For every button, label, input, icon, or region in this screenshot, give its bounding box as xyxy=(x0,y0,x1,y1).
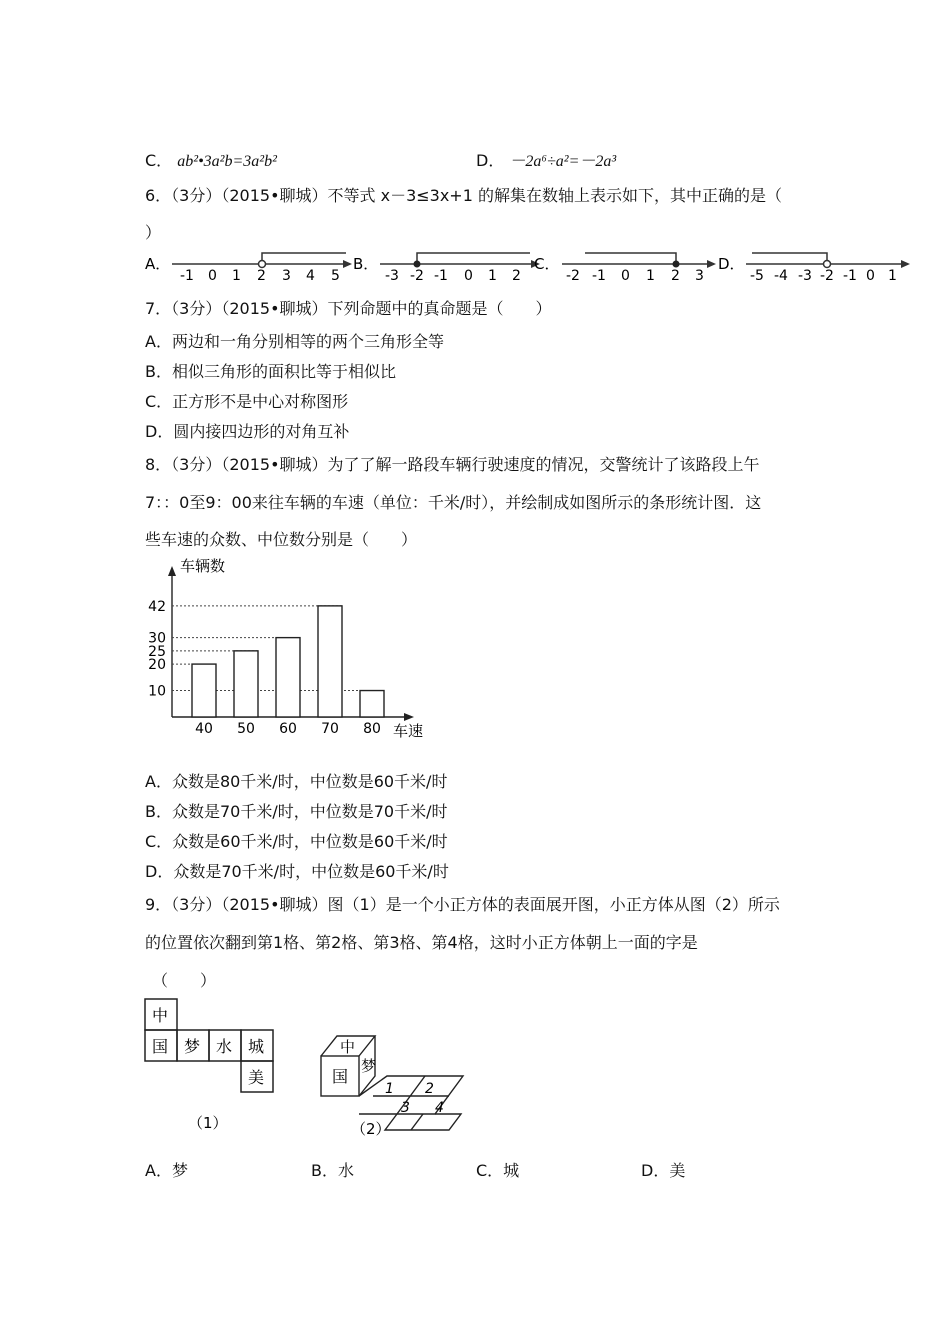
svg-text:-1: -1 xyxy=(434,268,448,284)
net-cell-meng: 梦 xyxy=(184,1037,201,1056)
svg-text:-1: -1 xyxy=(843,268,857,284)
q7-option-d: D．圆内接四边形的对角互补 xyxy=(145,422,350,441)
q6-option-a-label: A． xyxy=(145,255,171,273)
q6-stem: 6．（3分）（2015•聊城）不等式 x－3≤3x+1 的解集在数轴上表示如下，其中正确的是（ xyxy=(145,186,782,205)
svg-text:-5: -5 xyxy=(750,268,764,284)
q6-stem-end: ） xyxy=(145,223,162,242)
svg-text:0: 0 xyxy=(866,268,875,284)
bar-50 xyxy=(234,651,258,717)
x-tick-70: 70 xyxy=(321,721,339,737)
q5-option-d: D． －2a⁶÷a²=－2a³ xyxy=(476,151,617,170)
q8-option-a: A．众数是80千米/时，中位数是60千米/时 xyxy=(145,772,448,791)
x-tick-60: 60 xyxy=(279,721,297,737)
svg-text:2: 2 xyxy=(257,268,266,284)
grid-number-1: 1 xyxy=(385,1081,394,1097)
q8-stem-line-1: 8．（3分）（2015•聊城）为了了解一路段车辆行驶速度的情况，交警统计了该路段上午 xyxy=(145,455,760,474)
q5-option-c-expr: ab²•3a²b=3a²b² xyxy=(177,153,277,170)
svg-text:-3: -3 xyxy=(798,268,812,284)
svg-text:1: 1 xyxy=(888,268,897,284)
svg-text:-4: -4 xyxy=(774,268,788,284)
q7-option-b: B．相似三角形的面积比等于相似比 xyxy=(145,362,396,381)
svg-text:-1: -1 xyxy=(592,268,606,284)
closed-point xyxy=(414,261,421,268)
q9-option-b: B．水 xyxy=(311,1161,354,1180)
bar-40 xyxy=(192,664,216,717)
q9-option-c: C．城 xyxy=(476,1161,520,1180)
q6-number-line-d xyxy=(746,253,910,284)
svg-text:3: 3 xyxy=(282,268,291,284)
q6-option-b-label: B． xyxy=(353,255,379,273)
q8-option-b: B．众数是70千米/时，中位数是70千米/时 xyxy=(145,802,448,821)
svg-text:1: 1 xyxy=(232,268,241,284)
q9-stem-line-2: 的位置依次翻到第1格、第2格、第3格、第4格，这时小正方体朝上一面的字是 xyxy=(145,933,698,952)
svg-text:1: 1 xyxy=(488,268,497,284)
chart-xlabel: 车速 xyxy=(393,722,424,740)
x-axis-arrow xyxy=(404,713,414,721)
grid-number-2: 2 xyxy=(425,1081,434,1097)
q9-option-a: A．梦 xyxy=(145,1161,188,1180)
chart-ylabel: 车辆数 xyxy=(180,557,226,575)
grid-number-3: 3 xyxy=(401,1100,410,1116)
svg-text:2: 2 xyxy=(671,268,680,284)
figure-1-caption: （1） xyxy=(188,1114,228,1132)
q9-option-d: D．美 xyxy=(641,1161,686,1180)
net-cell-zhong: 中 xyxy=(152,1006,169,1025)
q8-bar-chart xyxy=(140,552,440,747)
q8-option-c: C．众数是60千米/时，中位数是60千米/时 xyxy=(145,832,448,851)
open-point xyxy=(259,261,266,268)
q7-option-a: A．两边和一角分别相等的两个三角形全等 xyxy=(145,332,444,351)
q9-figure-1-cube-net xyxy=(140,995,290,1140)
q6-option-d-label: D． xyxy=(718,255,745,273)
svg-text:0: 0 xyxy=(208,268,217,284)
svg-text:4: 4 xyxy=(306,268,315,284)
net-cell-cheng: 城 xyxy=(248,1037,265,1056)
q6-number-line-c xyxy=(562,253,716,284)
q6-option-c-label: C． xyxy=(534,255,560,273)
y-tick-42: 42 xyxy=(148,598,166,615)
chart-yticks xyxy=(148,599,166,700)
bar-80 xyxy=(360,691,384,717)
svg-text:2: 2 xyxy=(512,268,521,284)
svg-text:-2: -2 xyxy=(820,268,834,284)
y-tick-30: 30 xyxy=(148,630,166,647)
q8-stem-line-2: 7：：0至9：00来往车辆的车速（单位：千米/时），并绘制成如图所示的条形统计图．这 xyxy=(145,493,762,512)
grid-number-4: 4 xyxy=(435,1100,444,1116)
y-tick-10: 10 xyxy=(148,683,166,700)
q6-number-lines xyxy=(140,248,940,288)
open-point xyxy=(824,261,831,268)
svg-text:-2: -2 xyxy=(566,268,580,284)
cube-face-guo: 国 xyxy=(332,1067,349,1086)
svg-text:0: 0 xyxy=(621,268,630,284)
x-tick-50: 50 xyxy=(237,721,255,737)
q5-option-d-expr: －2a⁶÷a²=－2a³ xyxy=(509,153,617,170)
q6-number-line-a xyxy=(172,253,352,284)
q7-option-c: C．正方形不是中心对称图形 xyxy=(145,392,349,411)
y-tick-25: 25 xyxy=(148,643,166,660)
cube-face-zhong: 中 xyxy=(340,1038,356,1056)
svg-text:1: 1 xyxy=(646,268,655,284)
q9-stem-line-3: （ ） xyxy=(152,971,217,990)
svg-text:-3: -3 xyxy=(385,268,399,284)
y-axis-arrow xyxy=(168,566,176,576)
q8-stem-line-3: 些车速的众数、中位数分别是（ ） xyxy=(145,530,418,549)
q6-number-line-b xyxy=(380,253,540,284)
net-cell-guo: 国 xyxy=(152,1037,169,1056)
chart-xticks xyxy=(195,721,381,737)
cube-face-meng: 梦 xyxy=(361,1057,377,1075)
net-cell-shui: 水 xyxy=(216,1037,233,1056)
svg-text:0: 0 xyxy=(464,268,473,284)
chart-bars xyxy=(192,606,384,717)
x-tick-40: 40 xyxy=(195,721,213,737)
q9-stem-line-1: 9．（3分）（2015•聊城）图（1）是一个小正方体的表面展开图，小正方体从图（2）所示 xyxy=(145,895,780,914)
y-tick-20: 20 xyxy=(148,657,166,674)
q8-option-d: D．众数是70千米/时，中位数是60千米/时 xyxy=(145,862,449,881)
svg-text:-2: -2 xyxy=(410,268,424,284)
q7-stem: 7．（3分）（2015•聊城）下列命题中的真命题是（ ） xyxy=(145,299,552,318)
closed-point xyxy=(673,261,680,268)
svg-text:-1: -1 xyxy=(180,268,194,284)
bar-60 xyxy=(276,638,300,717)
net-cell-mei: 美 xyxy=(248,1068,265,1087)
figure-2-caption: （2） xyxy=(351,1120,391,1138)
bar-70 xyxy=(318,606,342,717)
q5-option-c: C． ab²•3a²b=3a²b² xyxy=(145,151,277,170)
x-tick-80: 80 xyxy=(363,721,381,737)
svg-text:5: 5 xyxy=(331,268,340,284)
svg-text:3: 3 xyxy=(695,268,704,284)
